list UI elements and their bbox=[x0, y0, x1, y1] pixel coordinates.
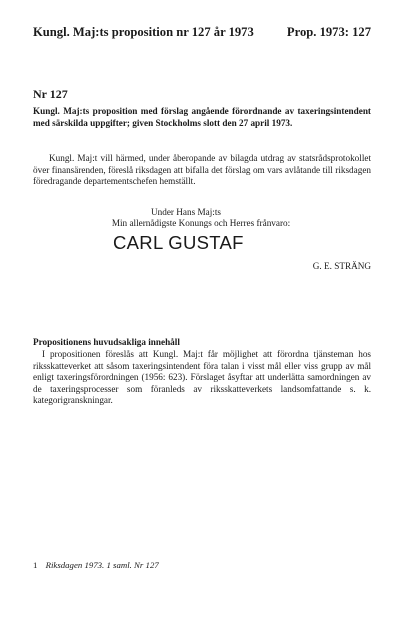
footer-page-number: 1 bbox=[33, 560, 38, 570]
preamble-line-1: Under Hans Maj:ts bbox=[151, 207, 221, 217]
body-paragraph: Kungl. Maj:t vill härmed, under åberopande av bilagda utdrag av statsrådsprotokollet över finansärenden, föreslå riksdagen att bifalla det förslag om vars avlåtande till riksdagen föredragande departementschefen hemställt. bbox=[33, 153, 371, 186]
proposition-intro: Kungl. Maj:ts proposition med förslag angående förordnande av taxeringsintendent med särskilda uppgifter; given Stockholms slott den 27 april 1973. bbox=[33, 106, 371, 128]
footer-source: Riksdagen 1973. 1 saml. Nr 127 bbox=[45, 560, 159, 570]
king-signature: CARL GUSTAF bbox=[113, 232, 244, 253]
proposition-number: Nr 127 bbox=[33, 87, 68, 101]
page-header bbox=[33, 25, 371, 45]
page-footer bbox=[33, 560, 159, 570]
signature-preamble bbox=[0, 207, 400, 229]
section-heading: Propositionens huvudsakliga innehåll bbox=[33, 337, 180, 347]
header-title: Kungl. Maj:ts proposition nr 127 år 1973 bbox=[33, 25, 254, 39]
preamble-line-2: Min allernådigste Konungs och Herres frånvaro: bbox=[111, 218, 291, 228]
header-reference: Prop. 1973: 127 bbox=[286, 25, 371, 39]
section-paragraph: I propositionen föreslås att Kungl. Maj:t får möjlighet att förordna tjänsteman hos riksskatteverket att såsom taxeringsintendent föra talan i visst mål eller viss grupp av mål enligt taxeringsförordningen (1956: 623). Förslaget åsyftar att underlätta samordningen av de taxeringsprocesser som föranleds av riksskatteverkets landsomfattande s. k. kategorigranskningar. bbox=[33, 349, 371, 405]
minister-signature: G. E. STRÄNG bbox=[312, 261, 371, 271]
